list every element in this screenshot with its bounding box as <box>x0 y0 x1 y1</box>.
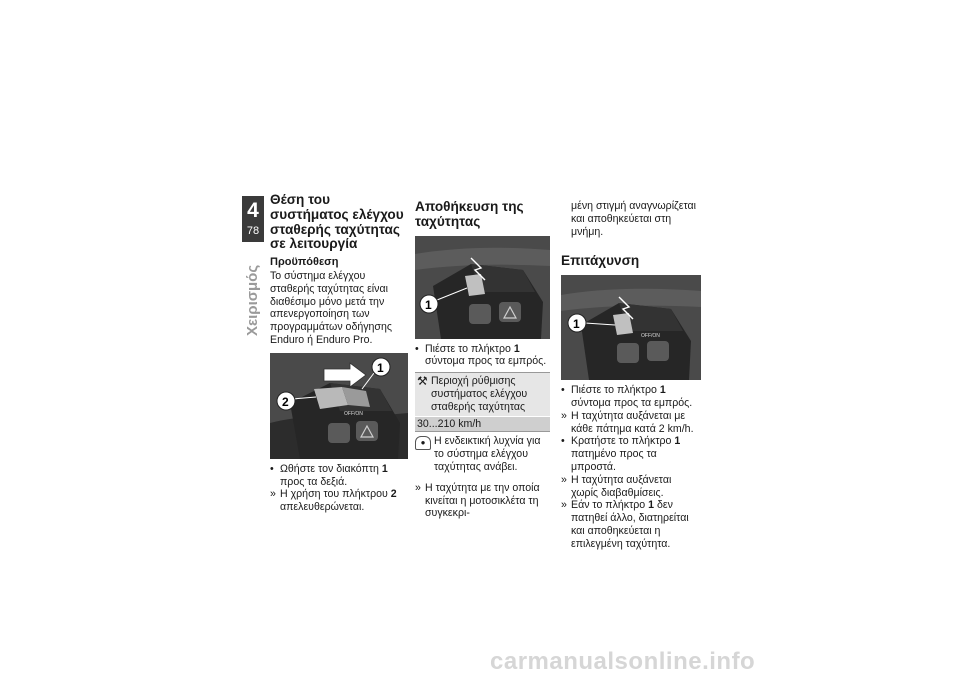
column-store-speed <box>415 200 550 520</box>
steps-acceleration <box>561 384 701 550</box>
page-number: 78 <box>246 225 260 237</box>
acceleration-photo <box>561 275 701 380</box>
section-side-label: Χειρισμός <box>244 264 261 336</box>
cruise-control-icon: ● <box>415 436 431 450</box>
step-item: • Ωθήστε τον διακόπτη 1 προς τα δεξιά. <box>270 462 388 488</box>
step-item: • Πιέστε το πλήκτρο 1 σύντομα προς τα εμπρός. <box>561 384 693 409</box>
chapter-marker <box>242 196 264 242</box>
tool-icon: ⚒ <box>417 374 428 389</box>
section-title-store-speed: Αποθήκευση της ταχύτητας <box>415 199 524 229</box>
callout-1: 1 <box>425 297 432 312</box>
step-item: » Η ταχύτητα αυξάνεται χωρίς διαβαθμίσεις. <box>561 473 672 499</box>
prerequisite-heading: Προϋπόθεση <box>270 256 339 269</box>
store-speed-photo <box>415 236 550 339</box>
step-item: » Η χρήση του πλήκτρου 2 απελευθερώνεται. <box>270 488 397 514</box>
steps-store-speed-result <box>415 482 550 520</box>
callout-1: 1 <box>573 317 580 332</box>
steps-store-speed <box>415 343 550 369</box>
switch-label: OFF/ON <box>641 333 660 340</box>
column-acceleration <box>561 200 701 551</box>
chapter-number: 4 <box>247 199 259 222</box>
switch-illustration <box>561 275 701 380</box>
setting-range-table <box>415 372 550 432</box>
table-header: ⚒ Περιοχή ρύθμισης συστήματος ελέγχου σταθερής ταχύτητας <box>415 373 550 415</box>
section-title-activate: Θέση του συστήματος ελέγχου σταθερής ταχύτητας σε λειτουργία <box>270 192 404 252</box>
watermark: carmanualsonline.info <box>490 648 756 675</box>
indicator-note: ● Η ενδεικτική λυχνία για το σύστημα ελέγχου ταχύτητας ανάβει. <box>415 435 550 473</box>
callout-1: 1 <box>377 360 384 375</box>
callout-2: 2 <box>282 394 289 409</box>
column-activate <box>270 193 408 514</box>
step-item: » Η ταχύτητα αυξάνεται με κάθε πάτημα κατά 2 km/h. <box>561 409 694 435</box>
switch-illustration <box>270 353 408 459</box>
handlebar-switch-photo <box>270 353 408 459</box>
step-item: » Εάν το πλήκτρο 1 δεν πατηθεί άλλο, διατηρείται και αποθηκεύεται η επιλεγμένη ταχύτητα. <box>561 499 689 550</box>
step-item: • Πιέστε το πλήκτρο 1 σύντομα προς τα εμπρός. <box>415 342 547 368</box>
continuation-text: μένη στιγμή αναγνωρίζεται και αποθηκεύεται στη μνήμη. <box>571 200 696 238</box>
switch-illustration <box>415 236 550 339</box>
section-title-acceleration: Επιτάχυνση <box>561 253 640 269</box>
steps-activate <box>270 463 408 514</box>
prerequisite-text: Το σύστημα ελέγχου σταθερής ταχύτητας είναι διαθέσιμο μόνο μετά την απενεργοποίηση των προγραμμάτων οδήγησης Enduro ή Enduro Pro. <box>270 269 392 346</box>
step-item: • Κρατήστε το πλήκτρο 1 πατημένο προς τα μπροστά. <box>561 435 681 473</box>
switch-label: OFF/ON <box>344 410 363 417</box>
step-item: » Η ταχύτητα με την οποία κινείται η μοτοσικλέτα τη συγκεκρι- <box>415 481 540 520</box>
table-value: 30...210 km/h <box>415 416 550 432</box>
